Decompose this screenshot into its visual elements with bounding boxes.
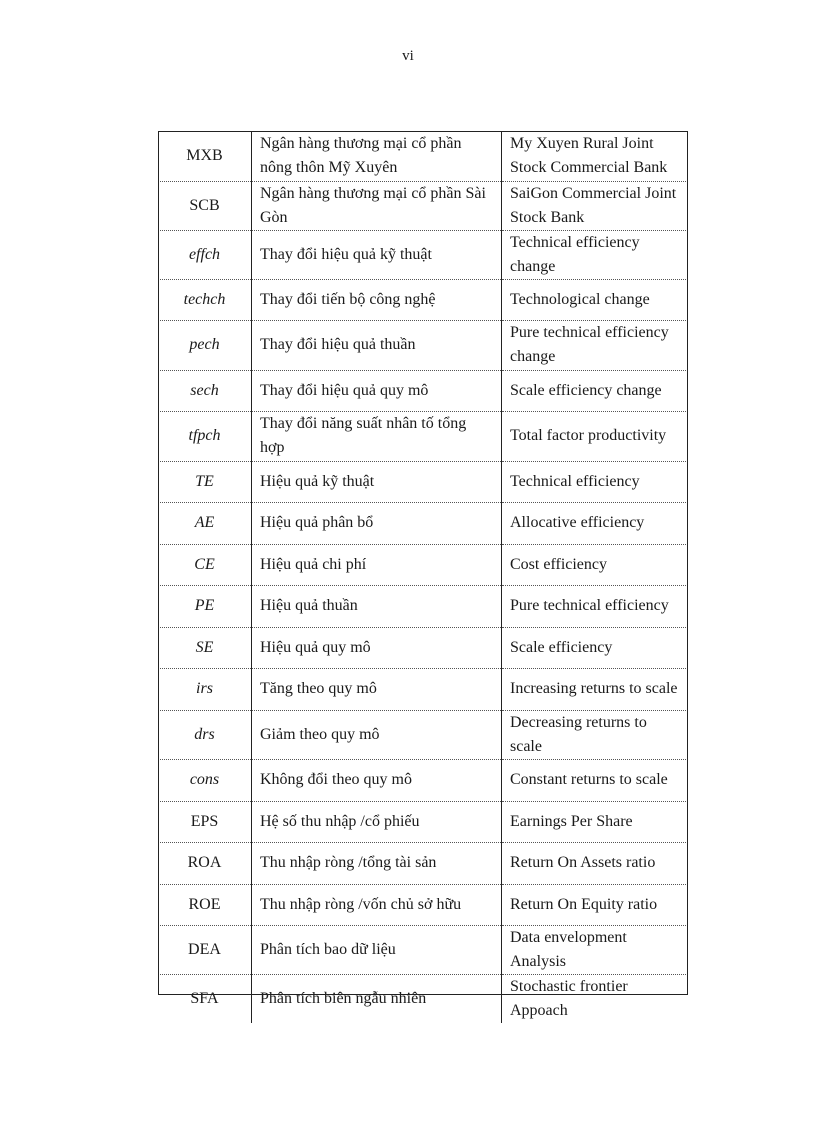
abbreviation-cell: irs xyxy=(158,668,252,710)
abbreviation-cell: EPS xyxy=(158,801,252,842)
abbreviation-cell: SCB xyxy=(158,181,252,230)
abbreviation-table xyxy=(158,131,688,1023)
vietnamese-term-cell: Thay đổi hiệu quả quy mô xyxy=(252,370,502,411)
english-term-cell: Allocative efficiency xyxy=(502,502,689,544)
abbreviation-cell: MXB xyxy=(158,131,252,181)
abbreviation-cell: ROE xyxy=(158,884,252,925)
abbreviation-cell: SFA xyxy=(158,974,252,1023)
vietnamese-term-cell: Phân tích bao dữ liệu xyxy=(252,925,502,974)
table-row xyxy=(158,131,688,181)
vietnamese-term-cell: Hệ số thu nhập /cổ phiếu xyxy=(252,801,502,842)
english-term-cell: Scale efficiency change xyxy=(502,370,689,411)
abbreviation-cell: drs xyxy=(158,710,252,759)
vietnamese-term-cell: Ngân hàng thương mại cổ phần Sài Gòn xyxy=(252,181,502,230)
vietnamese-term-cell: Thu nhập ròng /tổng tài sản xyxy=(252,842,502,884)
vietnamese-term-cell: Hiệu quả thuần xyxy=(252,585,502,627)
english-term-cell: SaiGon Commercial Joint Stock Bank xyxy=(502,181,689,230)
table-row xyxy=(158,461,688,502)
abbreviation-cell: TE xyxy=(158,461,252,502)
vietnamese-term-cell: Thay đổi năng suất nhân tố tổng hợp xyxy=(252,411,502,461)
table-row xyxy=(158,320,688,370)
english-term-cell: Pure technical efficiency xyxy=(502,585,689,627)
english-term-cell: Technological change xyxy=(502,279,689,320)
table-row xyxy=(158,181,688,230)
english-term-cell: Cost efficiency xyxy=(502,544,689,585)
abbreviation-cell: techch xyxy=(158,279,252,320)
english-term-cell: Decreasing returns to scale xyxy=(502,710,689,759)
english-term-cell: Scale efficiency xyxy=(502,627,689,668)
vietnamese-term-cell: Thay đổi hiệu quả thuần xyxy=(252,320,502,370)
english-term-cell: Technical efficiency xyxy=(502,461,689,502)
english-term-cell: Return On Equity ratio xyxy=(502,884,689,925)
table-row xyxy=(158,842,688,884)
table-row xyxy=(158,230,688,279)
table-row xyxy=(158,801,688,842)
table-row xyxy=(158,585,688,627)
abbreviation-cell: AE xyxy=(158,502,252,544)
abbreviation-cell: cons xyxy=(158,759,252,801)
vietnamese-term-cell: Hiệu quả phân bổ xyxy=(252,502,502,544)
vietnamese-term-cell: Tăng theo quy mô xyxy=(252,668,502,710)
table-row xyxy=(158,925,688,974)
table-row xyxy=(158,544,688,585)
english-term-cell: My Xuyen Rural Joint Stock Commercial Bank xyxy=(502,131,689,181)
vietnamese-term-cell: Ngân hàng thương mại cổ phần nông thôn Mỹ Xuyên xyxy=(252,131,502,181)
english-term-cell: Technical efficiency change xyxy=(502,230,689,279)
vietnamese-term-cell: Hiệu quả chi phí xyxy=(252,544,502,585)
table-row xyxy=(158,502,688,544)
table-row xyxy=(158,974,688,1023)
abbreviation-cell: pech xyxy=(158,320,252,370)
table-row xyxy=(158,884,688,925)
table-row xyxy=(158,668,688,710)
vietnamese-term-cell: Thay đổi hiệu quả kỹ thuật xyxy=(252,230,502,279)
abbreviation-cell: effch xyxy=(158,230,252,279)
abbreviation-cell: sech xyxy=(158,370,252,411)
abbreviation-cell: PE xyxy=(158,585,252,627)
english-term-cell: Data envelopment Analysis xyxy=(502,925,689,974)
table-row xyxy=(158,627,688,668)
abbreviation-cell: SE xyxy=(158,627,252,668)
english-term-cell: Stochastic frontier Appoach xyxy=(510,977,628,1019)
table-row xyxy=(158,710,688,759)
vietnamese-term-cell: Không đổi theo quy mô xyxy=(252,759,502,801)
vietnamese-term-cell: Thay đổi tiến bộ công nghệ xyxy=(252,279,502,320)
english-term-cell: Constant returns to scale xyxy=(502,759,689,801)
english-term-cell: Increasing returns to scale xyxy=(502,668,689,710)
abbreviation-cell: ROA xyxy=(158,842,252,884)
vietnamese-term-cell: Giảm theo quy mô xyxy=(252,710,502,759)
abbreviation-cell: CE xyxy=(158,544,252,585)
table-row xyxy=(158,279,688,320)
vietnamese-term-cell: Hiệu quả quy mô xyxy=(252,627,502,668)
abbreviation-cell: tfpch xyxy=(158,411,252,461)
table-row xyxy=(158,759,688,801)
page-number: vi xyxy=(402,48,414,64)
english-term-cell: Earnings Per Share xyxy=(502,801,689,842)
vietnamese-term-cell: Hiệu quả kỹ thuật xyxy=(252,461,502,502)
vietnamese-term-cell: Phân tích biên ngẫu nhiên xyxy=(252,974,502,1023)
table-row xyxy=(158,411,688,461)
english-term-cell: Total factor productivity xyxy=(502,411,689,461)
vietnamese-term-cell: Thu nhập ròng /vốn chủ sở hữu xyxy=(252,884,502,925)
english-term-cell: Pure technical efficiency change xyxy=(502,320,689,370)
english-term-cell: Return On Assets ratio xyxy=(502,842,689,884)
abbreviation-cell: DEA xyxy=(158,925,252,974)
table-row xyxy=(158,370,688,411)
